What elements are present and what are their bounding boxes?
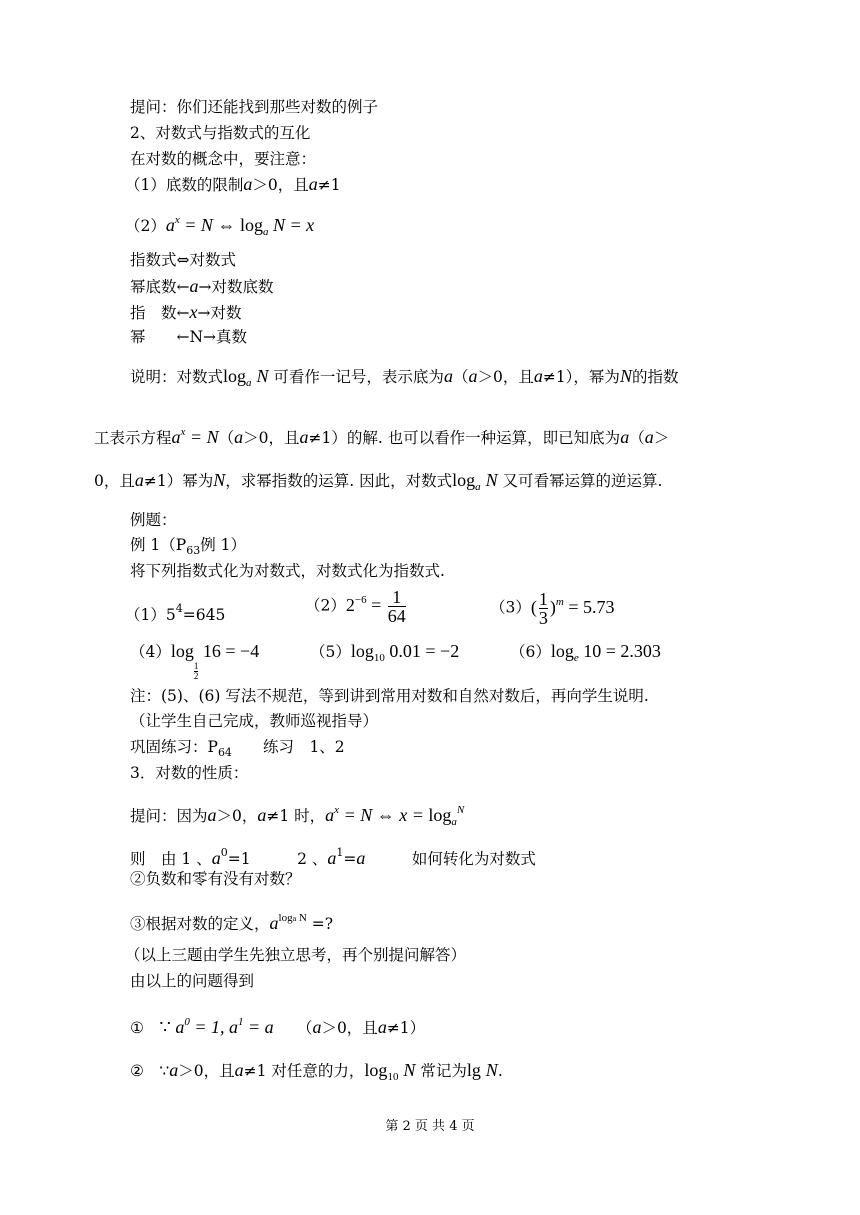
text: ，求幂指数的运算. 因此，对数式 <box>225 472 453 490</box>
text: 由以上的问题得到 <box>130 972 255 990</box>
text: （让学生自己完成，教师巡视指导） <box>130 712 379 730</box>
text: ① <box>130 1019 160 1037</box>
math-expression: $a^x = N$ ⇔ $\log_a N = x$ <box>165 214 315 238</box>
math-a: a <box>234 1060 244 1080</box>
explanation-line-1 <box>130 366 678 393</box>
mapping-power <box>130 327 247 347</box>
text: 注：(5)、(6) 写法不规范，等到讲到常用对数和自然对数后，再向学生说明. <box>130 687 649 705</box>
conclusion-intro <box>130 971 254 991</box>
text: （ <box>273 1019 313 1037</box>
text: 工表示方程 <box>94 429 172 447</box>
math-a: a <box>308 174 318 194</box>
math-expression: $2^{-6}$ = $\frac{1}{64}$ <box>345 587 406 626</box>
text: 0，且 <box>94 472 135 490</box>
text: ＞0，且 <box>321 1019 378 1037</box>
math-log: log <box>223 366 247 386</box>
math-a: a <box>443 366 453 386</box>
student-task-line <box>130 711 378 731</box>
text: ≠1 <box>317 176 341 194</box>
practice-line <box>130 737 345 763</box>
text: ≠1 时， <box>266 807 326 825</box>
result-2 <box>130 1060 503 1087</box>
text: 常记为 <box>420 1062 467 1080</box>
text: ③根据对数的定义， <box>130 915 270 933</box>
math-a: a <box>644 427 654 447</box>
math-expression: $a^x = N$ <box>171 426 219 447</box>
question-line <box>130 97 378 117</box>
text: 幂底数← <box>130 278 190 296</box>
text: ＞0，且 <box>243 429 300 447</box>
math-a: a <box>134 470 144 490</box>
math-expression: $\log_e 10 = 2.303$ <box>550 641 661 664</box>
math-n: N <box>485 1060 498 1080</box>
text: =1 2 、 <box>227 850 328 868</box>
definition-question <box>130 908 333 934</box>
math-a: a <box>169 1060 179 1080</box>
text: ≠1）幂为 <box>143 472 214 490</box>
mapping-exponent <box>130 302 242 323</box>
text: =645 <box>182 606 226 624</box>
text: （1）底数的限制 <box>125 176 244 194</box>
text: ② ∵ <box>130 1062 170 1080</box>
form-line <box>130 250 236 270</box>
text: （2） <box>305 596 346 615</box>
discussion-line <box>125 945 466 965</box>
note-nonstandard <box>130 686 649 706</box>
exercise-6 <box>510 641 661 668</box>
text: ＞0， <box>216 807 258 825</box>
math-a: a <box>327 848 337 868</box>
text: （1）5 <box>125 606 176 624</box>
math-a: a <box>246 377 252 389</box>
math-expression: ∵ $a^0 = 1$, $a^1 = a$ <box>159 1016 274 1037</box>
subscript: 64 <box>217 746 232 759</box>
text: ≠1） <box>386 1019 426 1037</box>
text: 则 由 1 、 <box>130 850 212 868</box>
exercise-3 <box>490 590 614 627</box>
text: ＞0，且 <box>178 1062 235 1080</box>
text: 2、对数式与指数式的互化 <box>130 124 311 142</box>
math-a: a <box>299 427 309 447</box>
text: →对数底数 <box>198 278 274 296</box>
superscript: 4 <box>175 602 183 615</box>
text: 又可看幂运算的逆运算. <box>502 472 663 490</box>
math-a: a <box>257 805 267 825</box>
transform-line: 则 由 1 、$a^0=1$ 2 、$a^1=a$ 如何转化为对数式 <box>130 846 536 868</box>
exercise-4 <box>130 641 259 681</box>
text: （3） <box>490 598 531 617</box>
text: 练习 1、2 <box>231 738 345 756</box>
text: ≠1 对任意的力， <box>243 1062 365 1080</box>
math-a: a <box>356 848 366 868</box>
example-1-instruction <box>130 561 445 581</box>
text: 例 1（P <box>130 536 187 554</box>
math-log: log <box>452 470 476 490</box>
text: 在对数的概念中，要注意： <box>130 150 317 168</box>
text: 3．对数的性质： <box>130 764 249 782</box>
text: （2） <box>125 217 166 235</box>
text: ＞0，且 <box>477 368 534 386</box>
math-expression: log $\frac{1}{2}$ 16 = −4 <box>170 641 260 681</box>
text: 的指数 <box>631 368 679 386</box>
math-a: a <box>468 366 478 386</box>
text: （ <box>218 429 235 447</box>
math-a: a <box>620 427 630 447</box>
math-a: a <box>475 481 481 493</box>
text: 将下列指数式化为对数式，对数式化为指数式. <box>130 562 445 580</box>
examples-heading <box>130 510 177 530</box>
text: 巩固练习：P <box>130 738 218 756</box>
section-heading-2 <box>130 123 310 143</box>
subscript: 63 <box>186 544 201 557</box>
math-a: a <box>207 805 217 825</box>
math-n: N <box>256 366 269 386</box>
text: 例 1） <box>200 536 247 554</box>
exercise-5 <box>310 641 459 668</box>
math-a: a <box>211 848 221 868</box>
math-n: N <box>619 366 632 386</box>
math-a: a <box>234 427 244 447</box>
base-restriction-line <box>125 174 341 195</box>
text: ≠1）的解. 也可以看作一种运算，即已知底为 <box>308 429 621 447</box>
example-1-title <box>130 535 246 561</box>
math-expression: $a^x = N$ ⇔ $x = \log_a^N$ <box>325 804 465 828</box>
text: （4） <box>130 643 171 661</box>
math-lg: lg <box>466 1060 481 1080</box>
math-n: N <box>213 470 226 490</box>
text: 指 数← <box>130 304 190 322</box>
explanation-line-3 <box>94 470 662 497</box>
property-question <box>130 800 464 832</box>
text: 如何转化为对数式 <box>365 850 536 868</box>
math-n: N <box>403 1060 416 1080</box>
math-log: $\log_{10}$ <box>364 1060 399 1083</box>
negative-zero-question <box>130 869 301 889</box>
text: 指数式⇔对数式 <box>130 251 236 269</box>
text: 例题： <box>130 511 177 529</box>
math-a: a <box>377 1017 387 1037</box>
math-a: a <box>533 366 543 386</box>
text: 幂 ←N→真数 <box>130 328 248 346</box>
text: →对数 <box>197 304 242 322</box>
text: 提问：你们还能找到那些对数的例子 <box>130 98 379 116</box>
exercise-2 <box>305 588 408 625</box>
math-a: a <box>189 276 199 296</box>
text: （以上三题由学生先独立思考，再个别提问解答） <box>125 946 467 964</box>
result-1 <box>130 1012 425 1038</box>
text: = <box>343 850 357 868</box>
note-line <box>130 149 316 169</box>
text: ②负数和零有没有对数？ <box>130 870 301 888</box>
text: （ <box>629 429 645 447</box>
text: 提问：因为 <box>130 807 208 825</box>
text: ＞0，且 <box>252 176 309 194</box>
equivalence-line <box>125 210 314 242</box>
math-a: a <box>312 1017 322 1037</box>
math-x: x <box>189 302 198 322</box>
text: ＞ <box>653 429 670 447</box>
text: =? <box>311 915 334 933</box>
math-expression: $a^{loga N}$ <box>269 912 307 933</box>
math-expression: ( $\frac{1}{3}$ )$^m$ = 5.73 <box>530 589 615 628</box>
math-expression: $\log_{10} 0.01 = -2$ <box>350 641 460 664</box>
explanation-line-2 <box>94 422 669 448</box>
math-n: N <box>485 470 498 490</box>
section-heading-3 <box>130 763 248 783</box>
exercise-1 <box>125 599 225 625</box>
text: 说明：对数式 <box>130 368 224 386</box>
page-footer: 第 2 页 共 4 页 <box>385 1119 475 1134</box>
math-a: a <box>243 174 253 194</box>
text: （5） <box>310 643 351 661</box>
text: 可看作一记号，表示底为 <box>273 368 444 386</box>
text: ≠1），幂为 <box>542 368 620 386</box>
mapping-base <box>130 276 274 297</box>
text: . <box>497 1062 503 1080</box>
text: （ <box>452 368 469 386</box>
text: （6） <box>510 643 551 661</box>
